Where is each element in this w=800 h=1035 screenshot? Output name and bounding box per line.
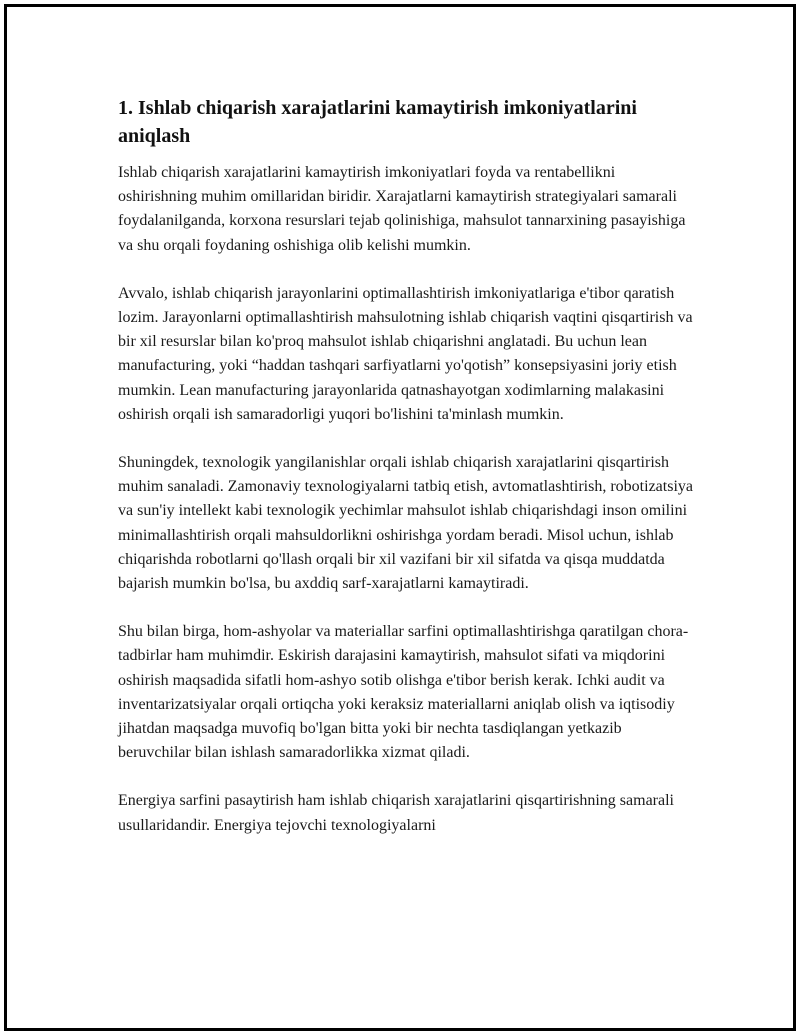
document-body (118, 94, 698, 862)
paragraph-materials: Shu bilan birga, hom-ashyolar va materiallar sarfini optimallashtirishga qaratilgan chora-tadbirlar ham muhimdir. Eskirish darajasini kamaytirish, mahsulot sifati va miqdorini oshirish maqsadida sifatli hom-ashyo sotib olishga e'tibor berish kerak. Ichki audit va inventarizatsiyalar orqali ortiqcha yoki keraksiz materiallarni aniqlab olish va iqtisodiy jihatdan maqsadga muvofiq bo'lgan bitta yoki bir nechta tasdiqlangan yetkazib beruvchilar bilan ishlash samaradorlikka xizmat qiladi. (118, 623, 689, 762)
paragraph-intro: Ishlab chiqarish xarajatlarini kamaytirish imkoniyatlari foyda va rentabellikni oshirishning muhim omillaridan biridir. Xarajatlarni kamaytirish strategiyalari samarali foydalanilganda, korxona resurslari tejab qolinishiga, mahsulot tannarxining pasayishiga va shu orqali foydaning oshishiga olib kelishi mumkin. (118, 164, 686, 254)
paragraph-process-optimization: Avvalo, ishlab chiqarish jarayonlarini optimallashtirish imkoniyatlariga e'tibor qaratish lozim. Jarayonlarni optimallashtirish mahsulotning ishlab chiqarish vaqtini qisqartirish va bir xil resurslar bilan ko'proq mahsulot ishlab chiqarishni anglatadi. Bu uchun lean manufacturing, yoki “haddan tashqari sarfiyatlarni yo'qotish” konsepsiyasini joriy etish mumkin. Lean manufacturing jarayonlarida qatnashayotgan xodimlarning malakasini oshirish orqali ish samaradorligi yuqori bo'lishini ta'minlash mumkin. (118, 284, 693, 423)
paragraph-technology: Shuningdek, texnologik yangilanishlar orqali ishlab chiqarish xarajatlarini qisqartirish muhim sanaladi. Zamonaviy texnologiyalarni tatbiq etish, avtomatlashtirish, robotizatsiya va sun'iy intellekt kabi texnologik yechimlar mahsulot ishlab chiqarishdagi inson omilini minimallashtirish orqali mahsuldorlikni oshirishga yordam beradi. Misol uchun, ishlab chiqarishda robotlarni qo'llash orqali bir xil vazifani bir xil sifatda va qisqa muddatda bajarish mumkin bo'lsa, bu axddiq sarf-xarajatlarni kamaytiradi. (118, 454, 693, 593)
paragraph-energy: Energiya sarfini pasaytirish ham ishlab chiqarish xarajatlarini qisqartirishning samarali usullaridandir. Energiya tejovchi texnologiyalarni (118, 792, 674, 834)
section-heading: 1. Ishlab chiqarish xarajatlarini kamaytirish imkoniyatlarini aniqlash (118, 97, 637, 147)
